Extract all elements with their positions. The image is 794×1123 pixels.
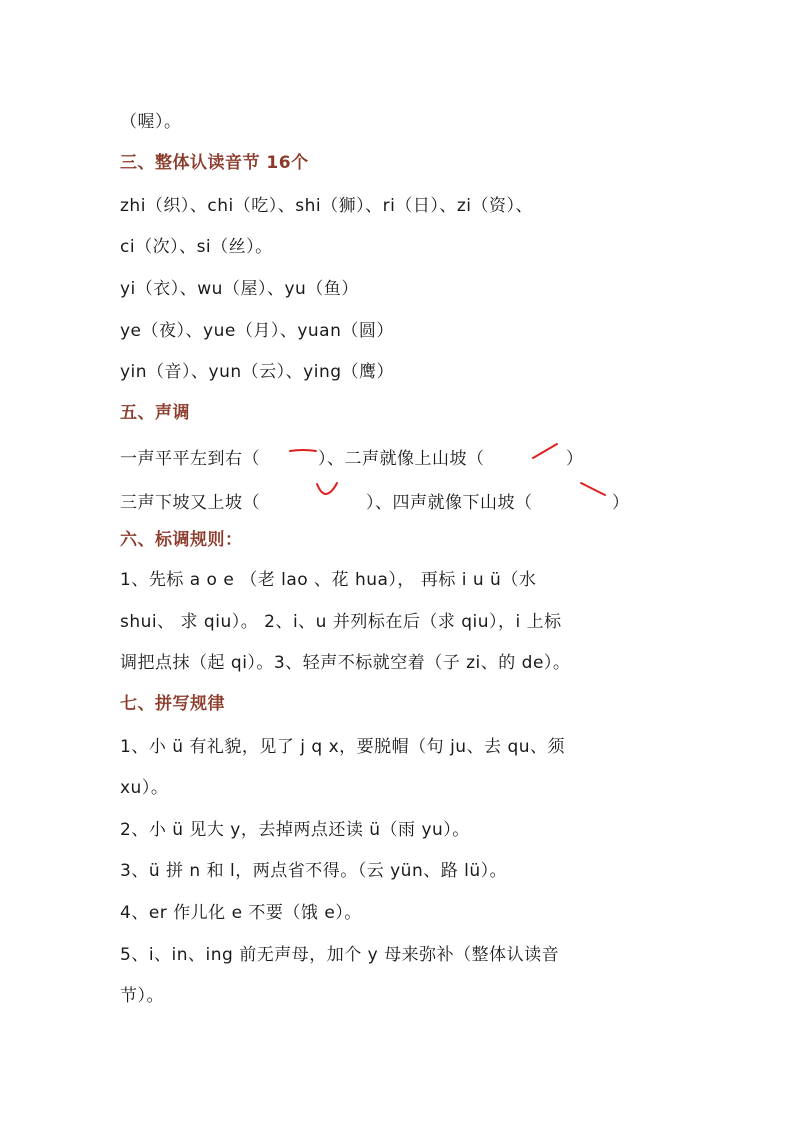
text-line-tone-rule-2: shui、 求 qiu）。 2、i、u 并列标在后（求 qiu），i 上标 — [120, 612, 562, 632]
tone3-dip-icon — [314, 480, 340, 498]
heading-whole-syllables: 三、整体认读音节 16个 — [120, 153, 309, 173]
heading-spelling-rules: 七、拼写规律 — [120, 694, 225, 714]
text-line-wo: （喔）。 — [120, 112, 182, 132]
heading-tones: 五、声调 — [120, 403, 190, 423]
tone-line-1-part-a: 一声平平左到右（ — [120, 449, 260, 469]
tone-line-2-part-c: ） — [612, 493, 630, 513]
text-line-spelling-1b: xu）。 — [120, 778, 169, 798]
tone-line-2-part-b: ）、四声就像下山坡（ — [366, 493, 533, 513]
text-line-spelling-2: 2、小 ü 见大 y，去掉两点还读 ü（雨 yu）。 — [120, 820, 470, 840]
tone2-rising-icon — [530, 440, 560, 462]
tone4-falling-icon — [578, 480, 608, 498]
tone1-flat-icon — [288, 444, 318, 460]
text-line-tone-rule-1: 1、先标 a o e （老 lao 、花 hua）， 再标 i u ü（水 — [120, 570, 537, 590]
text-line-spelling-3: 3、ü 拼 n 和 l，两点省不得。（云 yün、路 lü）。 — [120, 861, 508, 881]
text-line-syllables-3: yi（衣）、wu（屋）、yu（鱼） — [120, 279, 359, 299]
tone-line-1-part-c: ） — [566, 449, 584, 469]
text-line-spelling-1a: 1、小 ü 有礼貌，见了 j q x，要脱帽（句 ju、去 qu、须 — [120, 737, 566, 757]
tone-line-1-part-b: ）、二声就像上山坡（ — [318, 449, 485, 469]
text-line-syllables-2: ci（次）、si（丝）。 — [120, 237, 273, 257]
text-line-spelling-5a: 5、i、in、ing 前无声母，加个 y 母来弥补（整体认读音 — [120, 945, 560, 965]
text-line-spelling-4: 4、er 作儿化 e 不要（饿 e）。 — [120, 903, 362, 923]
text-line-spelling-5b: 节）。 — [120, 986, 164, 1006]
text-line-syllables-1: zhi（织）、chi（吃）、shi（狮）、ri（日）、zi（资）、 — [120, 196, 533, 216]
text-line-syllables-5: yin（音）、yun（云）、ying（鹰） — [120, 362, 395, 382]
text-line-tone-rule-3: 调把点抹（起 qi）。3、轻声不标就空着（子 zi、的 de）。 — [120, 653, 571, 673]
heading-tone-rules: 六、标调规则： — [120, 530, 243, 550]
text-line-syllables-4: ye（夜）、yue（月）、yuan（圆） — [120, 321, 394, 341]
tone-line-2-part-a: 三声下坡又上坡（ — [120, 493, 260, 513]
